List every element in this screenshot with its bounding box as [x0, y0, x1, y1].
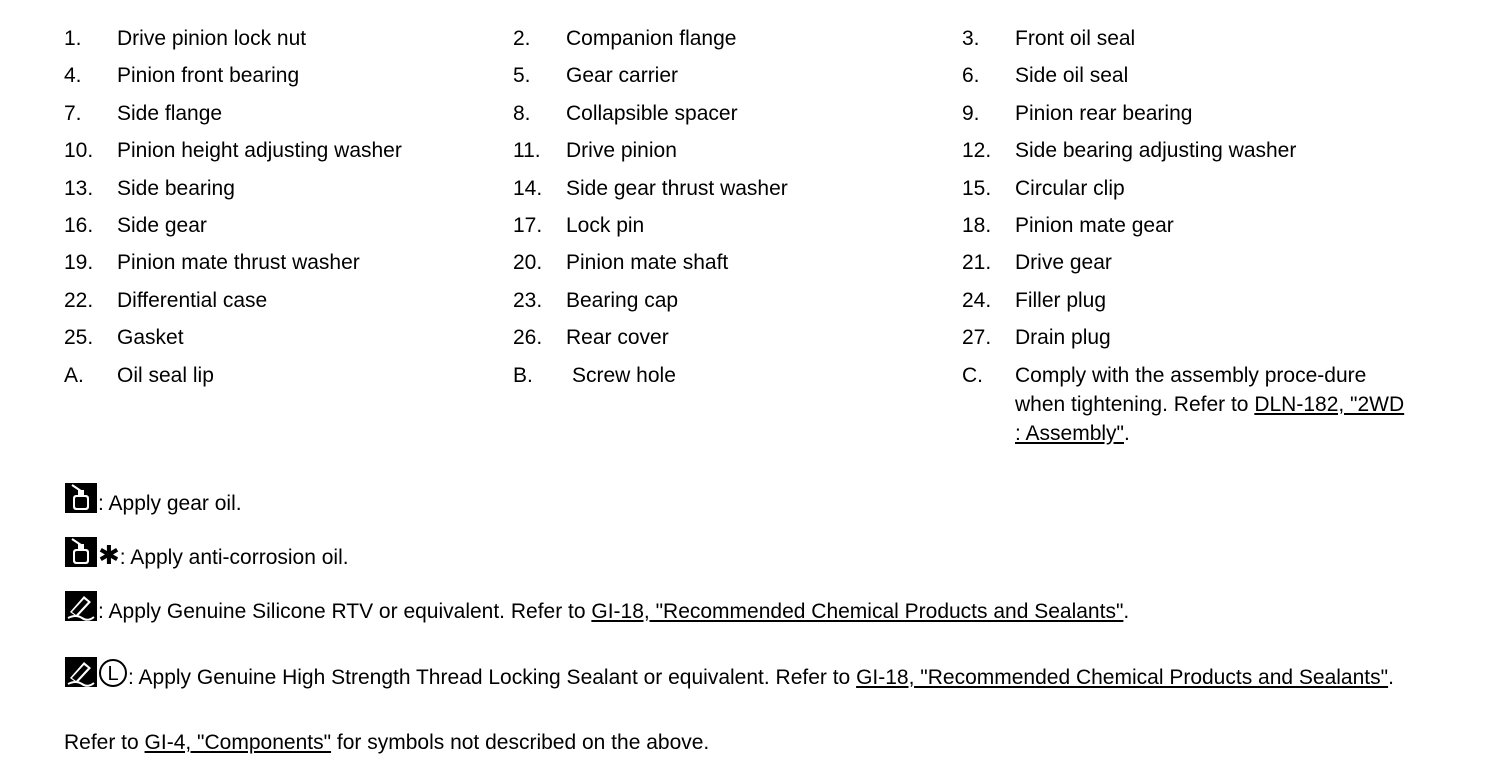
legend-item-number: 25.: [64, 326, 94, 350]
legend-item-number: 14.: [513, 176, 543, 200]
legend-item-label: Side bearing: [117, 176, 235, 200]
legend-item-number: 19.: [64, 251, 94, 275]
note-silicone-text: : Apply Genuine Silicone RTV or equivalent. Refer to: [98, 600, 592, 623]
legend-item-number: 24.: [962, 288, 992, 312]
legend-item-number: 12.: [962, 139, 992, 163]
note-anti-corrosion-text: : Apply anti-corrosion oil.: [119, 546, 349, 569]
legend-item-number: 3.: [962, 27, 980, 50]
legend-item-label: [1015, 361, 1405, 448]
legend-item-label: Filler plug: [1015, 288, 1107, 312]
sealant-icon: [64, 590, 98, 630]
legend-item-label: Pinion height adjusting washer: [117, 139, 402, 163]
legend-item-number: 1.: [64, 27, 82, 50]
legend-item-number: 11.: [513, 139, 541, 163]
legend-c-suffix: .: [1124, 421, 1130, 445]
legend-item-label: Screw hole: [572, 363, 676, 387]
legend-item-number: 9.: [962, 101, 980, 125]
legend-item-label: Side gear: [117, 214, 207, 237]
legend-item-label: Drive gear: [1015, 251, 1112, 275]
legend-item-number: 26.: [513, 326, 543, 350]
legend-item-label: Differential case: [117, 288, 268, 312]
legend-item-number: 21.: [962, 251, 992, 275]
legend-item-label: Companion flange: [566, 27, 737, 50]
legend-item-number: 4.: [64, 64, 82, 88]
legend-item-number: 6.: [962, 64, 980, 88]
legend-item-number: 13.: [64, 176, 94, 200]
legend-item-number: 5.: [513, 64, 531, 88]
note-thread-lock-text: : Apply Genuine High Strength Thread Locking Sealant or equivalent. Refer to: [128, 666, 857, 689]
note-silicone: [64, 590, 1129, 630]
legend-item-number: 8.: [513, 101, 531, 125]
legend-item-label: Drive pinion lock nut: [117, 27, 307, 50]
link-gi18-chemical-products[interactable]: GI-18, "Recommended Chemical Products and Sealants": [591, 600, 1124, 623]
legend-item-label: Bearing cap: [566, 288, 679, 312]
legend-item-label: Front oil seal: [1015, 27, 1136, 50]
sealant-icon: [64, 656, 98, 696]
note-gear-oil-text: : Apply gear oil.: [98, 492, 242, 515]
note-components-suffix: for symbols not described on the above.: [331, 731, 710, 754]
legend-item-number: C.: [962, 363, 983, 387]
lock-circle-icon: [98, 658, 128, 696]
legend-item-label: Pinion front bearing: [117, 64, 300, 88]
oil-can-icon: [64, 536, 98, 576]
link-dln-182-assembly[interactable]: DLN-182, "2WD : Assembly": [1015, 392, 1405, 445]
legend-item-label: Side oil seal: [1015, 64, 1129, 88]
legend-item-number: 2.: [513, 27, 531, 50]
note-silicone-suffix: .: [1123, 600, 1130, 623]
note-components: [64, 728, 709, 757]
legend-item-number: B.: [513, 363, 533, 387]
note-components-prefix: Refer to: [64, 731, 145, 754]
legend-item-label: Drain plug: [1015, 326, 1111, 350]
legend-item-label: Drive pinion: [566, 139, 677, 163]
legend-item-label: Pinion mate thrust washer: [117, 251, 360, 275]
legend-item-label: Lock pin: [566, 214, 645, 237]
note-gear-oil: [64, 482, 242, 522]
legend-item-label: Rear cover: [566, 326, 669, 350]
legend-item-number: 27.: [962, 326, 992, 350]
legend-item-number: 20.: [513, 251, 543, 275]
note-anti-corrosion: [64, 536, 349, 576]
legend-item-label: Gasket: [117, 326, 184, 350]
legend-item-number: 16.: [64, 214, 94, 237]
svg-text:L: L: [107, 663, 119, 685]
note-thread-lock-suffix: .: [1388, 666, 1394, 689]
legend-item-label: Pinion rear bearing: [1015, 101, 1193, 125]
legend-item-number: 10.: [64, 139, 94, 163]
legend-item-label: Gear carrier: [566, 64, 679, 88]
legend-item-label: Oil seal lip: [117, 363, 214, 387]
legend-item-number: 18.: [962, 214, 992, 237]
legend-item-number: 23.: [513, 288, 543, 312]
link-gi4-components[interactable]: GI-4, "Components": [144, 731, 332, 754]
legend-item-label: Side bearing adjusting washer: [1015, 139, 1297, 163]
legend-item-label: Side gear thrust washer: [566, 176, 788, 200]
legend-item-number: 7.: [64, 101, 82, 125]
legend-item-label: Pinion mate shaft: [566, 251, 729, 275]
legend-item-label: Circular clip: [1015, 176, 1125, 200]
legend-item-label: Pinion mate gear: [1015, 214, 1174, 237]
legend-item-number: 17.: [513, 214, 543, 237]
legend-item-label: Side flange: [117, 101, 223, 125]
oil-can-icon: [64, 482, 98, 522]
asterisk-icon: ✱: [98, 540, 120, 570]
legend-item-label: Collapsible spacer: [566, 101, 738, 125]
legend-item-number: A.: [64, 363, 84, 387]
legend-item-number: 15.: [962, 176, 992, 200]
legend-c-text: Comply with the assembly proce-dure when tightening. Refer to: [1015, 363, 1367, 416]
link-gi18-chemical-products[interactable]: GI-18, "Recommended Chemical Products and Sealants": [856, 666, 1389, 689]
legend-item-number: 22.: [64, 288, 94, 312]
note-thread-lock: [64, 656, 1424, 696]
